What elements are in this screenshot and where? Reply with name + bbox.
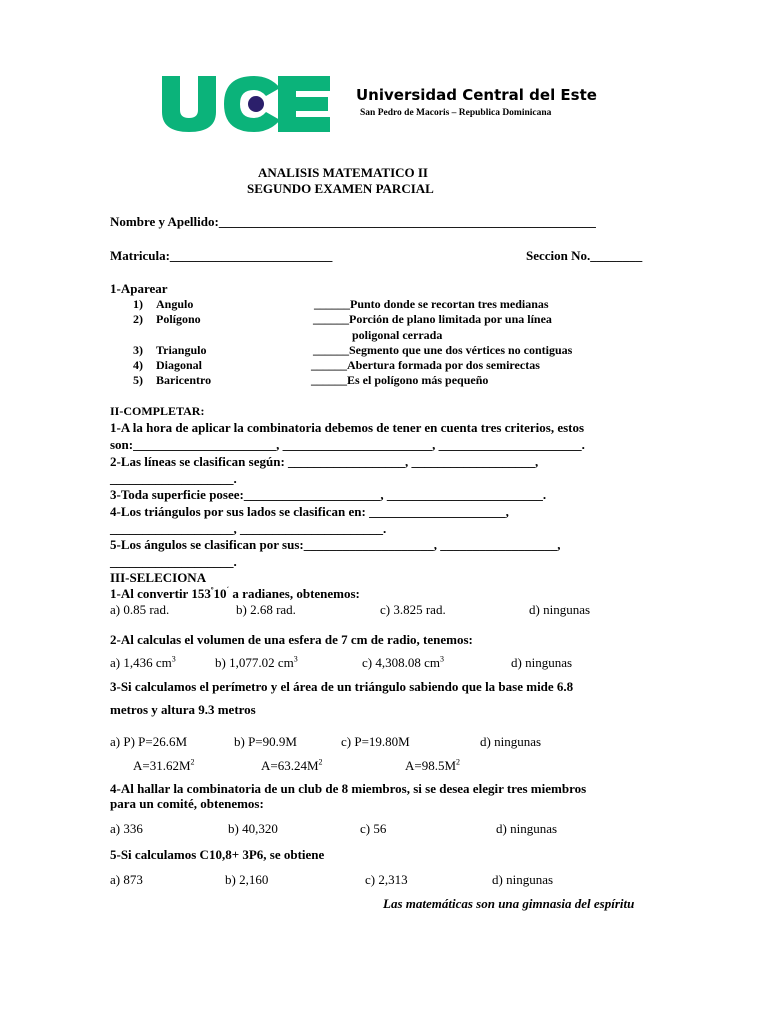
term-num: 5) — [133, 373, 143, 387]
option-d: d) ningunas — [480, 734, 542, 749]
university-name: Universidad Central del Este — [356, 86, 597, 104]
definition: ______Es el polígono más pequeño — [311, 373, 489, 387]
question-4-cont: para un comité, obtenemos: — [110, 796, 264, 811]
exam-title: ANALISIS MATEMATICO II — [258, 165, 428, 180]
option-a: a) 336 — [110, 821, 143, 836]
question-2: 2-Al calculas el volumen de una esfera de 7 cm de radio, tenemos: — [110, 632, 473, 647]
option-b: b) 1,077.02 $cm^3$ — [215, 654, 298, 670]
option-d: d) ningunas — [492, 872, 554, 887]
option-c: c) 3.825 rad. — [380, 602, 446, 617]
completar-line: 2-Las líneas se clasifican según: __________________, ___________________, — [110, 454, 539, 469]
term-label: Baricentro — [156, 373, 212, 387]
matricula-field: Matricula:_________________________ — [110, 248, 333, 263]
definition: ______Abertura formada por dos semirectas — [311, 358, 540, 372]
question-3-cont: metros y altura 9.3 metros — [110, 702, 256, 717]
section-completar-heading: II-COMPLETAR: — [110, 404, 205, 418]
question-4: 4-Al hallar la combinatoria de un club de 8 miembros, si se desea elegir tres miembros — [110, 781, 587, 796]
option-b-area: $A=63.24M^2$ — [261, 757, 323, 773]
option-c: c) P=19.80M — [341, 734, 410, 749]
definition: ______Punto donde se recortan tres medianas — [314, 297, 549, 311]
option-c: c) 2,313 — [365, 872, 408, 887]
option-c: c) 4,308.08 $cm^3$ — [362, 654, 444, 670]
seccion-field: Seccion No.________ — [526, 248, 643, 263]
uce-logo-graphic — [160, 74, 332, 134]
definition: ______Segmento que une dos vértices no contiguas — [313, 343, 573, 357]
term-label: Polígono — [156, 312, 201, 326]
term-num: 3) — [133, 343, 143, 357]
section-seleciona-heading: III-SELECIONA — [110, 570, 207, 585]
option-a: a) 1,436 $cm^3$ — [110, 654, 176, 670]
option-d: d) ningunas — [511, 655, 573, 670]
term-label: Diagonal — [156, 358, 203, 372]
option-b: b) 2.68 rad. — [236, 602, 296, 617]
completar-line: 1-A la hora de aplicar la combinatoria debemos de tener en cuenta tres criterios, estos — [110, 420, 585, 435]
question-5: 5-Si calculamos C10,8+ 3P6, se obtiene — [110, 847, 325, 862]
option-a: a) 873 — [110, 872, 143, 887]
name-field: Nombre y Apellido:__________________________________________________________ — [110, 214, 596, 229]
option-c: c) 56 — [360, 821, 387, 836]
question-3: 3-Si calculamos el perímetro y el área de un triángulo sabiendo que la base mide 6.8 — [110, 679, 574, 694]
definition: ______Porción de plano limitada por una línea — [313, 312, 552, 326]
option-b: b) P=90.9M — [234, 734, 297, 749]
option-d: d) ningunas — [496, 821, 558, 836]
completar-line: ___________________. — [110, 554, 237, 569]
completar-line: ___________________. — [110, 471, 237, 486]
section-aparear-heading: 1-Aparear — [110, 281, 168, 296]
definition-continued: poligonal cerrada — [352, 328, 443, 342]
completar-line: son:______________________, _______________________, ______________________. — [110, 437, 585, 452]
option-c-area: $A=98.5M^2$ — [405, 757, 461, 773]
option-a: a) P) P=26.6M — [110, 734, 188, 749]
option-d: d) ningunas — [529, 602, 591, 617]
footer-quote: Las matemáticas son una gimnasia del espíritu — [383, 896, 635, 911]
term-num: 2) — [133, 312, 143, 326]
completar-line: 3-Toda superficie posee:_____________________, ________________________. — [110, 487, 547, 502]
uce-logo — [160, 74, 332, 134]
option-a: a) 0.85 rad. — [110, 602, 170, 617]
option-a-area: $A=31.62M^2$ — [133, 757, 195, 773]
term-num: 4) — [133, 358, 143, 372]
completar-line: ___________________, ______________________. — [110, 521, 387, 536]
completar-line: 4-Los triángulos por sus lados se clasifican en: _____________________, — [110, 504, 509, 519]
university-location: San Pedro de Macoris – Republica Dominicana — [360, 108, 552, 118]
term-num: 1) — [133, 297, 143, 311]
option-b: b) 40,320 — [228, 821, 278, 836]
question-1: 1-Al convertir $153^º10^´$ a radianes, obtenemos: — [110, 585, 360, 601]
term-label: Angulo — [156, 297, 194, 311]
completar-line: 5-Los ángulos se clasifican por sus:____________________, __________________, — [110, 537, 561, 552]
option-b: b) 2,160 — [225, 872, 269, 887]
term-label: Triangulo — [156, 343, 207, 357]
exam-subtitle: SEGUNDO EXAMEN PARCIAL — [247, 181, 434, 196]
